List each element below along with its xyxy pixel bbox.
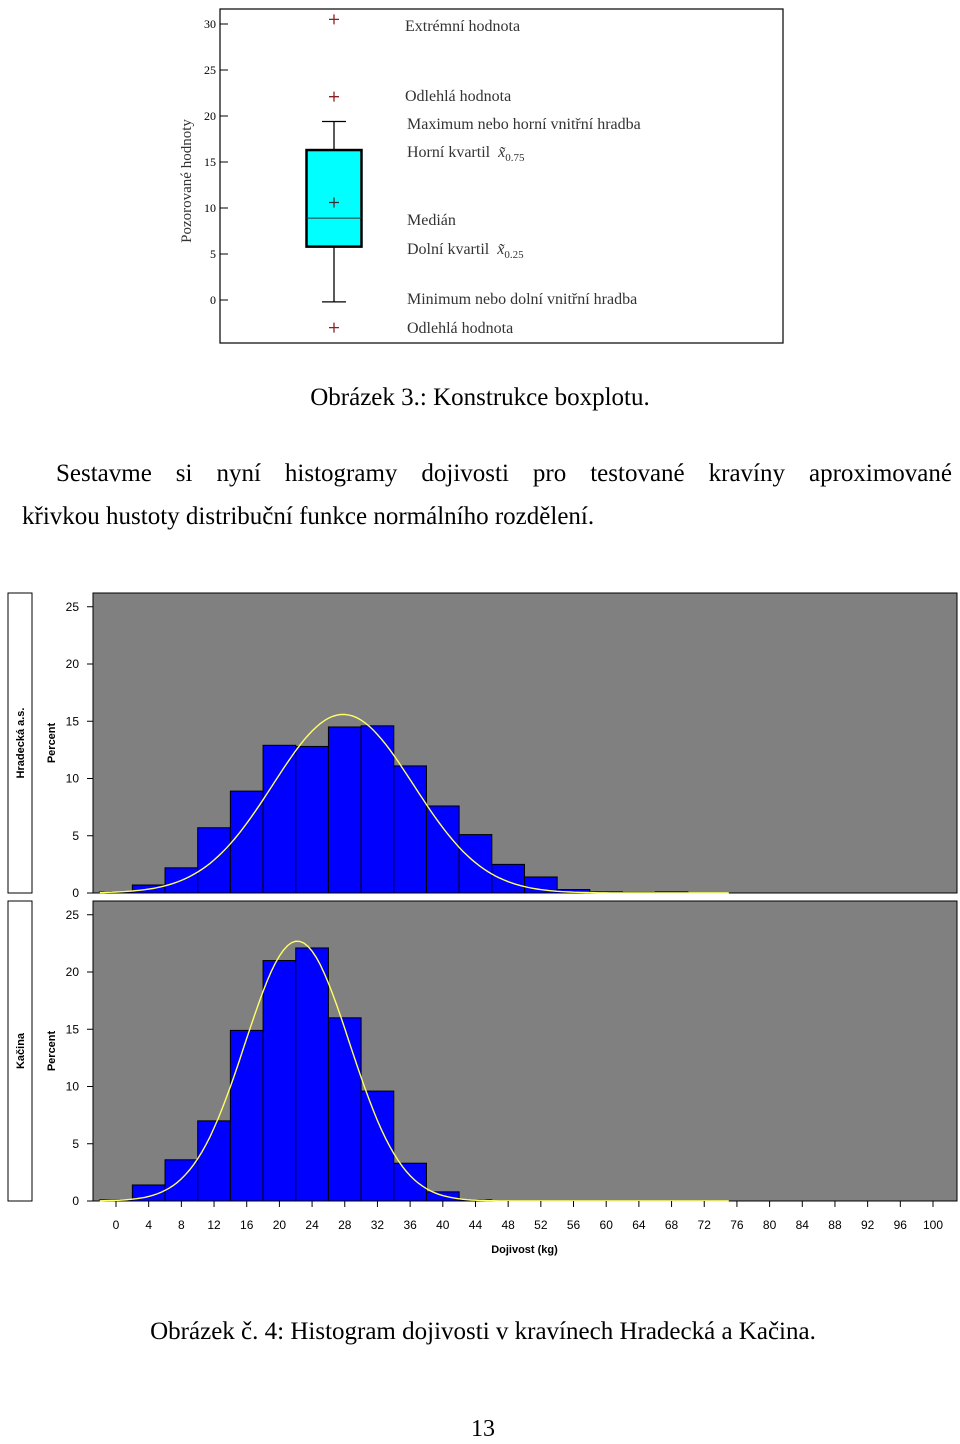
histogram-bar	[328, 727, 361, 893]
x-tick-label: 56	[566, 1218, 581, 1232]
boxplot-y-tick-label: 15	[204, 155, 216, 169]
x-tick-label: 24	[305, 1218, 319, 1232]
histogram-bar	[296, 948, 329, 1201]
label-q3: Horní kvartil $x̃_{0.75}$	[407, 144, 525, 164]
x-tick-label: 64	[632, 1218, 646, 1232]
label-min: Minimum nebo dolní vnitřní hradba	[407, 291, 638, 308]
x-tick-label: 52	[534, 1218, 548, 1232]
y-tick-label: 25	[65, 907, 79, 922]
page-number: 13	[471, 1416, 495, 1442]
histogram-bar	[198, 1121, 231, 1201]
label-q1: Dolní kvartil $x̃_{0.25}$	[407, 241, 524, 261]
histogram-bar	[263, 961, 296, 1201]
histogram-bar	[296, 746, 329, 893]
boxplot-y-tick-label: 30	[204, 17, 216, 31]
x-tick-label: 84	[795, 1218, 809, 1232]
histogram-bar	[230, 1030, 263, 1201]
y-tick-label: 0	[72, 1194, 79, 1208]
y-tick-label: 5	[72, 1136, 79, 1151]
x-tick-label: 40	[436, 1218, 450, 1232]
label-max: Maximum nebo horní vnitřní hradba	[407, 116, 641, 133]
boxplot-ylabel: Pozorované hodnoty	[179, 119, 195, 243]
histogram-bar	[426, 1192, 459, 1201]
boxplot-y-tick-label: 0	[210, 293, 216, 307]
boxplot-figure	[0, 0, 960, 360]
boxplot-y-tick-label: 5	[210, 247, 216, 261]
boxplot-y-tick-label: 25	[204, 63, 216, 77]
x-tick-label: 28	[338, 1218, 352, 1232]
histogram-bar	[361, 726, 394, 893]
x-tick-label: 12	[207, 1218, 221, 1232]
x-tick-label: 20	[272, 1218, 287, 1232]
histogram-bar	[328, 1018, 361, 1201]
histogram-bar	[426, 806, 459, 893]
x-tick-label: 36	[403, 1218, 417, 1232]
boxplot-y-tick-label: 10	[204, 201, 216, 215]
y-tick-label: 15	[65, 714, 79, 729]
x-tick-label: 60	[599, 1218, 613, 1232]
x-tick-label: 100	[922, 1218, 944, 1232]
y-tick-label: 0	[72, 886, 79, 900]
x-tick-label: 48	[501, 1218, 515, 1232]
y-tick-label: 10	[65, 1079, 79, 1094]
figure-3-caption: Obrázek 3.: Konstrukce boxplotu.	[310, 384, 650, 411]
x-axis-label: Dojivost (kg)	[491, 1244, 558, 1256]
x-tick-label: 92	[860, 1218, 875, 1232]
panel-strip-label: Kačina	[15, 1032, 27, 1070]
y-tick-label: 20	[65, 657, 79, 671]
panel-strip-label: Hradecká a.s.	[15, 707, 27, 779]
label-outlier-bottom: Odlehlá hodnota	[407, 320, 514, 337]
y-tick-label: 25	[65, 599, 79, 614]
y-tick-label: 15	[65, 1022, 79, 1037]
paragraph-line-1: Sestavme si nyní histogramy dojivosti pro testované kravíny aproximované	[56, 460, 952, 487]
body-paragraph	[22, 452, 952, 538]
panel-ylabel: Percent	[46, 722, 58, 764]
x-tick-label: 0	[112, 1218, 120, 1232]
label-outlier-top: Odlehlá hodnota	[405, 88, 512, 105]
paragraph-line-2: křivkou hustoty distribuční funkce normálního rozdělení.	[22, 503, 595, 530]
boxplot-y-tick-label: 20	[204, 109, 216, 123]
x-tick-label: 80	[762, 1218, 777, 1232]
x-tick-label: 4	[145, 1218, 153, 1232]
x-tick-label: 96	[893, 1218, 907, 1232]
label-extreme: Extrémní hodnota	[405, 18, 521, 35]
y-tick-label: 5	[72, 828, 79, 843]
y-tick-label: 10	[65, 771, 79, 786]
histogram-bar	[394, 766, 427, 893]
x-tick-label: 8	[178, 1218, 185, 1232]
histogram-bar	[459, 835, 492, 893]
histogram-figure	[0, 585, 960, 1265]
histogram-panel	[8, 901, 957, 1208]
label-median: Medián	[407, 212, 456, 229]
histogram-bar	[492, 864, 525, 893]
x-tick-label: 44	[468, 1218, 483, 1232]
histogram-panel	[8, 593, 957, 900]
histogram-bar	[263, 745, 296, 893]
x-tick-label: 32	[370, 1218, 385, 1232]
x-tick-label: 68	[664, 1218, 679, 1232]
x-tick-label: 88	[828, 1218, 842, 1232]
x-tick-label: 76	[730, 1218, 744, 1232]
y-tick-label: 20	[65, 965, 79, 979]
histogram-bar	[394, 1163, 427, 1201]
panel-ylabel: Percent	[46, 1030, 58, 1072]
x-tick-label: 16	[240, 1218, 254, 1232]
figure-4-caption: Obrázek č. 4: Histogram dojivosti v kravínech Hradecká a Kačina.	[150, 1318, 816, 1345]
x-axis	[113, 1201, 944, 1256]
x-tick-label: 72	[697, 1218, 711, 1232]
